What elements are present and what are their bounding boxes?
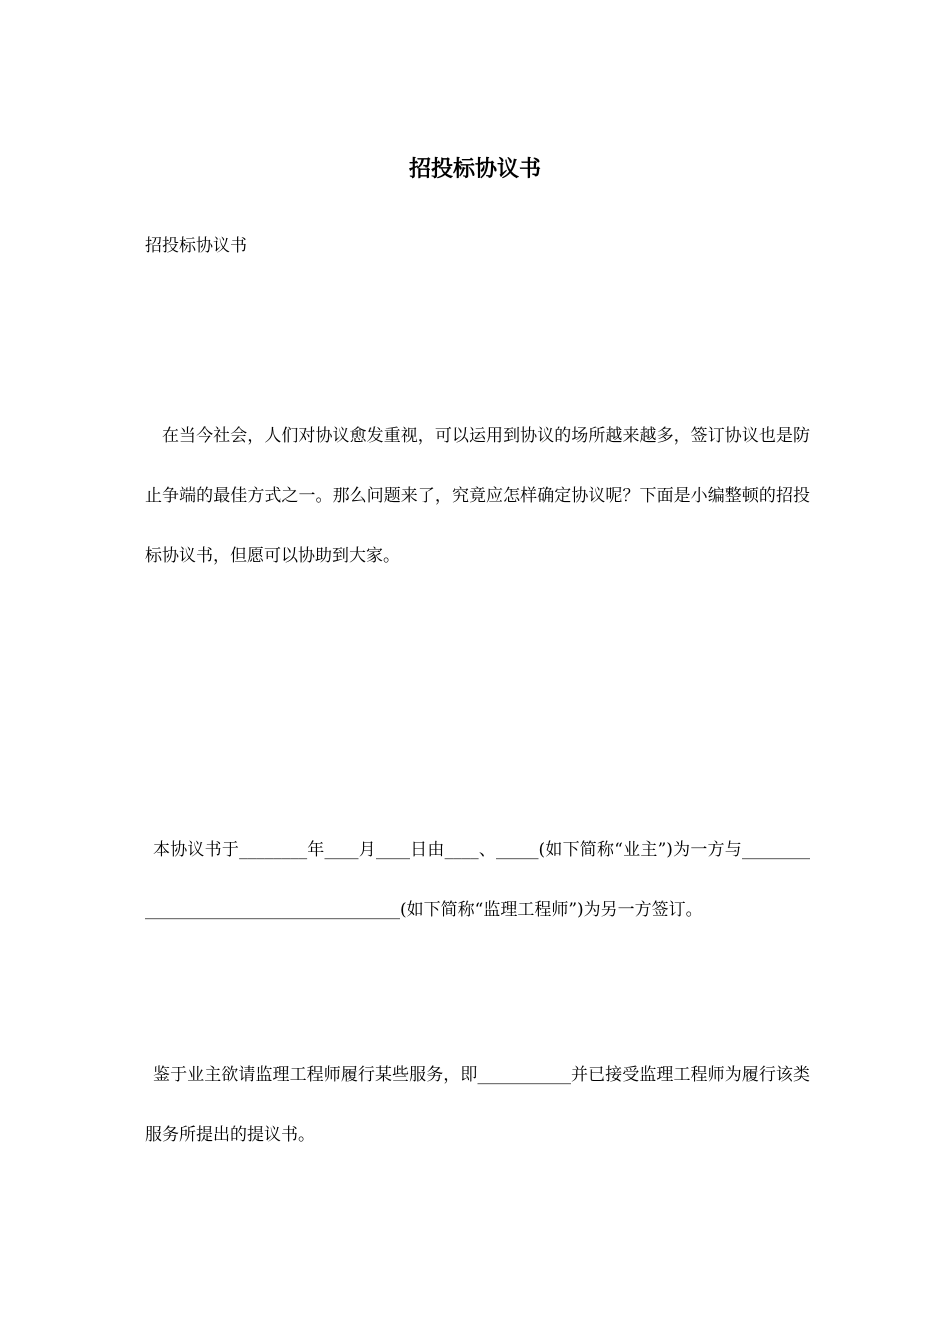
parties-paragraph: 本协议书于________年____月____日由____、_____(如下简称“业主”)为一方与______________________________________(如下简称“监理工程师”)为另一方签订。 <box>145 840 810 920</box>
intro-paragraph: 在当今社会，人们对协议愈发重视，可以运用到协议的场所越来越多，签订协议也是防止争端的最佳方式之一。那么问题来了，究竟应怎样确定协议呢？下面是小编整顿的招投标协议书，但愿可以协助到大家。 <box>145 426 810 566</box>
services-paragraph: 鉴于业主欲请监理工程师履行某些服务，即___________并已接受监理工程师为履行该类服务所提出的提议书。 <box>145 1065 810 1145</box>
document-subtitle: 招投标协议书 <box>145 236 247 256</box>
document-title: 招投标协议书 <box>408 156 541 182</box>
